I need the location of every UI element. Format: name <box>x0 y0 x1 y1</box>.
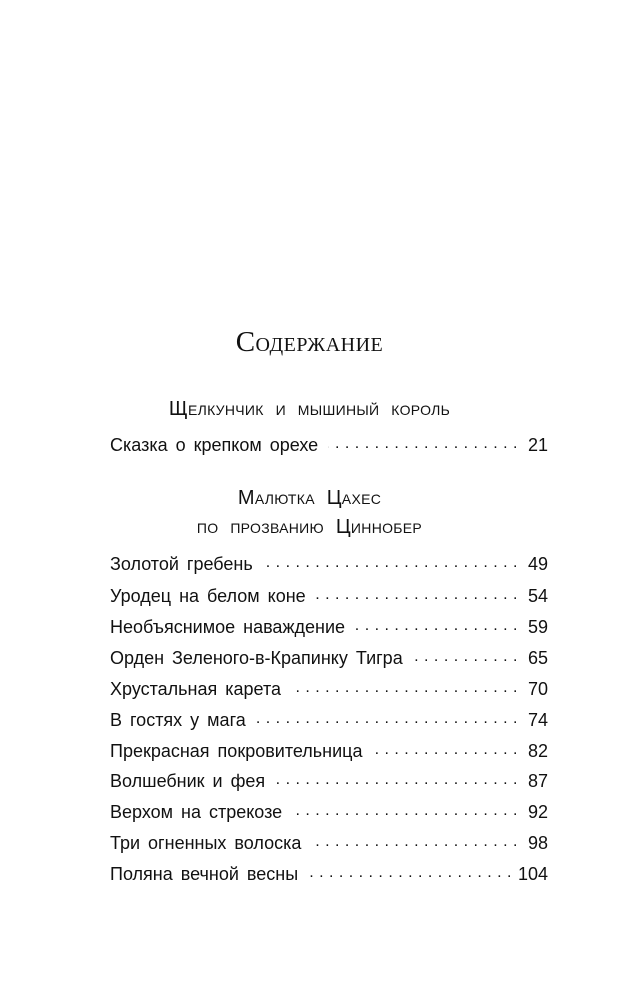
toc-entry[interactable] <box>110 584 548 610</box>
toc-entry-page: 82 <box>527 741 548 761</box>
toc-entry-label: В гостях у мага <box>110 710 246 730</box>
toc-entry-label: Хрустальная карета <box>110 679 282 699</box>
toc-entry-page: 59 <box>527 617 548 637</box>
toc-entry-label: Уродец на белом коне <box>110 586 306 606</box>
toc-entry[interactable] <box>110 433 548 459</box>
toc-entry-label: Сказка о крепком орехе <box>110 435 319 455</box>
dot-leader <box>292 800 518 818</box>
dot-leader <box>328 433 518 451</box>
section-title-zaches-line2: по прозванию Циннобер <box>196 516 423 538</box>
dot-leader <box>308 862 512 880</box>
dot-leader <box>316 584 518 602</box>
toc-entry[interactable] <box>110 862 548 888</box>
dot-leader <box>372 739 518 757</box>
toc-entry[interactable] <box>110 552 548 578</box>
toc-entry[interactable] <box>110 739 548 765</box>
toc-entry-page: 21 <box>527 435 548 455</box>
dot-leader <box>413 646 518 664</box>
toc-entry-label: Поляна вечной весны <box>110 864 299 884</box>
toc-entry-page: 70 <box>527 679 548 699</box>
toc-entry-page: 87 <box>527 771 548 791</box>
toc-entry-page: 74 <box>527 710 548 730</box>
toc-entry-page: 65 <box>527 648 548 668</box>
section-title-nutcracker: Щелкунчик и мышиный король <box>168 398 451 420</box>
dot-leader <box>263 552 518 570</box>
toc-entry[interactable] <box>110 769 548 795</box>
toc-entry-label: Орден Зеленого-в-Крапинку Тигра <box>110 648 403 668</box>
toc-entry[interactable] <box>110 677 548 703</box>
toc-entry-page: 104 <box>517 864 548 884</box>
toc-entry-page: 49 <box>527 554 548 574</box>
toc-entry[interactable] <box>110 831 548 857</box>
toc-entry-label: Необъяснимое наваждение <box>110 617 346 637</box>
toc-entry-page: 98 <box>527 833 548 853</box>
dot-leader <box>256 708 518 726</box>
toc-entry-label: Волшебник и фея <box>110 771 266 791</box>
toc-entry[interactable] <box>110 646 548 672</box>
dot-leader <box>355 615 518 633</box>
toc-entry-label: Золотой гребень <box>110 554 253 574</box>
toc-entry-page: 54 <box>527 586 548 606</box>
section-title-zaches-line1: Малютка Цахес <box>237 487 382 509</box>
toc-entry-label: Верхом на стрекозе <box>110 802 283 822</box>
toc-entry-label: Три огненных волоска <box>110 833 302 853</box>
toc-entry-label: Прекрасная покровительница <box>110 741 363 761</box>
toc-entry[interactable] <box>110 708 548 734</box>
page-title: Содержание <box>235 326 384 358</box>
dot-leader <box>275 769 518 787</box>
toc-entry[interactable] <box>110 800 548 826</box>
dot-leader <box>311 831 518 849</box>
toc-entry[interactable] <box>110 615 548 641</box>
dot-leader <box>291 677 518 695</box>
toc-entry-page: 92 <box>527 802 548 822</box>
